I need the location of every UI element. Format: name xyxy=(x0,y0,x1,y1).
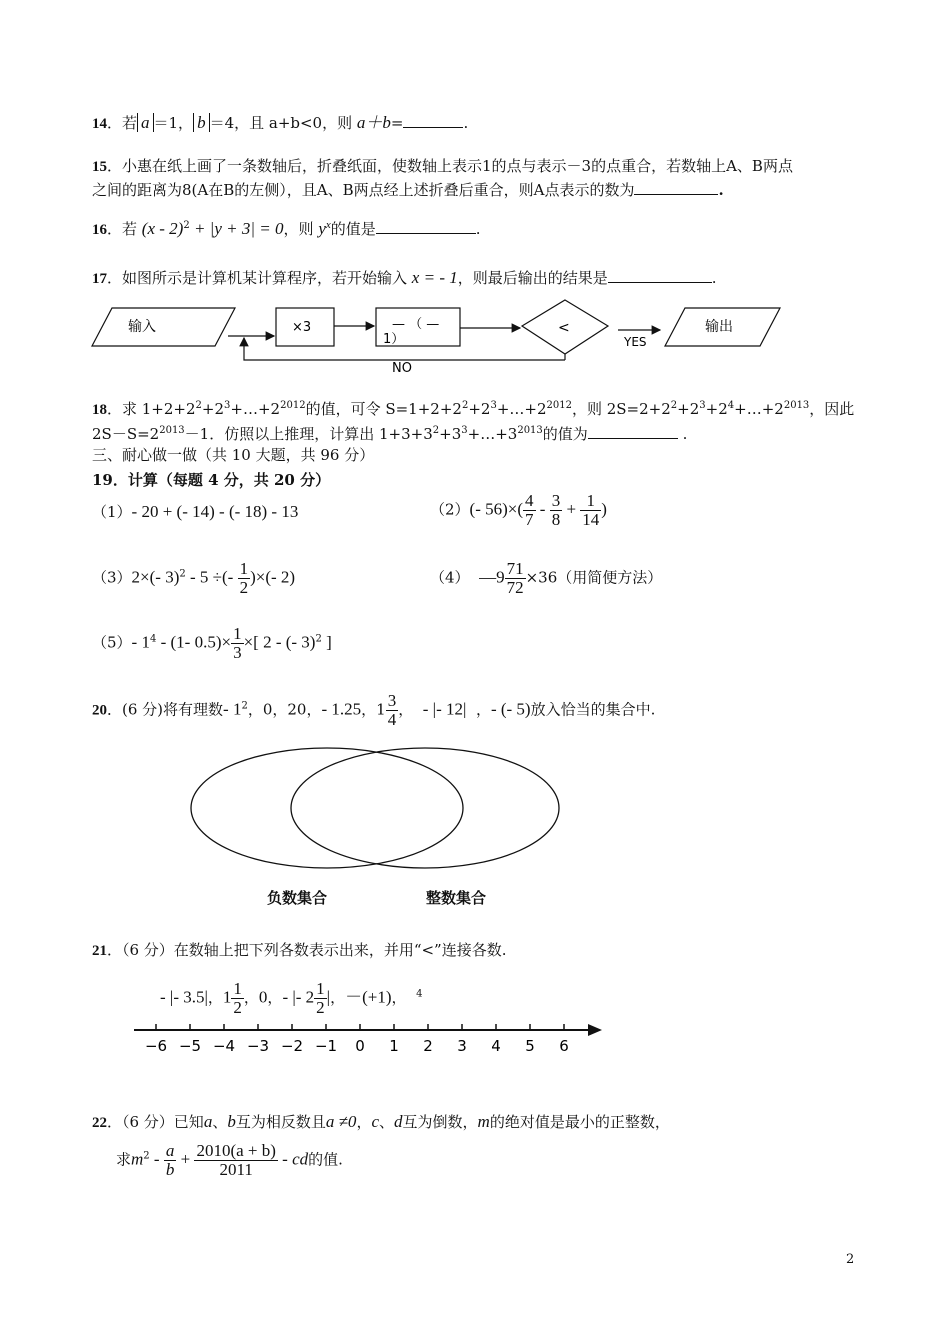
answer-blank[interactable] xyxy=(376,219,476,234)
tick-label: −4 xyxy=(212,1037,236,1055)
flowchart xyxy=(90,298,790,376)
answer-blank[interactable] xyxy=(608,268,712,283)
tick-label: −5 xyxy=(178,1037,202,1055)
tick-label: 1 xyxy=(389,1037,399,1055)
answer-blank[interactable] xyxy=(588,424,678,439)
tick-label: −3 xyxy=(246,1037,270,1055)
q21-values: - |- 3.5|，1 $\frac{1}{2}$ ，0，- |- 2 $\frac{1}{2}$ |，－(+1)， $^4$ xyxy=(160,979,423,1017)
tick-label: 5 xyxy=(525,1037,535,1055)
question-20: 20．(6 分)将有理数- $1^2$，0，20，- 1.25，1 $\frac{3}{4}$ ， - |- 12| ，- (- 5)放入恰当的集合中. xyxy=(92,691,656,729)
question-22-line2: 求$m^2$ - $\frac{a}{b}$ + $\frac{2010(a + b)}{2011}$ - cd的值. xyxy=(116,1141,343,1179)
minus-label-bottom: 1） xyxy=(383,332,405,347)
tick-label: −2 xyxy=(280,1037,304,1055)
tick-label: 0 xyxy=(355,1037,365,1055)
compare-label: < xyxy=(558,320,570,336)
input-parallelogram xyxy=(92,308,235,346)
question-18: 18．求 $1+2+2^2+2^3+\dots+2^{2012}$的值，可令 $S=1+2+2^2+2^3+\dots+2^{2012}$，则 $2S=2+2^2+2^3+2^4+\dots+2^{2013}$，因此 xyxy=(92,400,855,418)
tick-label: 4 xyxy=(491,1037,501,1055)
q19-part2: （2）(- 56)×( $\frac{4}{7}$ - $\frac{3}{8}$ + $\frac{1}{14}$ ) xyxy=(430,491,607,529)
section-3-heading: 三、耐心做一做（共 10 大题，共 96 分） xyxy=(92,446,375,464)
answer-blank[interactable] xyxy=(403,113,463,128)
negative-set-ellipse xyxy=(191,748,463,868)
q19-part1: （1）- 20 + (- 14) - (- 18) - 13 xyxy=(92,502,299,521)
page-number: 2 xyxy=(846,1252,855,1267)
question-17: 17．如图所示是计算机某计算程序，若开始输入 x = - 1，则最后输出的结果是 . xyxy=(92,268,717,287)
venn-diagram xyxy=(185,742,565,872)
axis-arrow xyxy=(588,1024,602,1036)
q19-part3: （3）2×(- 3)$^2$ - 5 ÷(- $\frac{1}{2}$ )×(- 2) xyxy=(92,559,296,597)
tick-label: 3 xyxy=(457,1037,467,1055)
tick-label: 6 xyxy=(559,1037,569,1055)
no-loop-arrow xyxy=(244,338,565,360)
output-label: 输出 xyxy=(705,319,733,335)
tick-label: 2 xyxy=(423,1037,433,1055)
question-21: 21．（6 分）在数轴上把下列各数表示出来，并用“<”连接各数. xyxy=(92,941,507,959)
question-18-line2: $2S-S=2^{2013}-1$．仿照以上推理，计算出 $1+3+3^2+3^3+\dots+3^{2013}$的值为 . xyxy=(92,425,688,443)
input-label: 输入 xyxy=(128,319,156,335)
question-15: 15．小惠在纸上画了一条数轴后，折叠纸面，使数轴上表示1的点与表示－3的点重合，若数轴上A、B两点 xyxy=(92,157,793,175)
tick-label: −1 xyxy=(314,1037,338,1055)
q19-part5: （5）- $1^4 - (1-$ 0.5)× $\frac{1}{3}$ ×[ 2 - (- 3)$^2$ ] xyxy=(92,624,332,662)
negative-set-label: 负数集合 xyxy=(267,889,328,907)
minus-label-top: — （ — xyxy=(392,317,440,332)
question-16: 16．若 (x - 2)$^2$ + |y + 3| = 0，则 $y^x$的值是 . xyxy=(92,219,481,238)
tick-label: −6 xyxy=(144,1037,168,1055)
question-22: 22．（6 分）已知a、b互为相反数且a ≠0，c、d互为倒数，m的绝对值是最小的正整数， xyxy=(92,1112,670,1131)
integer-set-label: 整数集合 xyxy=(426,889,487,907)
question-15-line2: 之间的距离为8(A在B的左侧），且A、B两点经上述折叠后重合，则A点表示的数为 . xyxy=(92,181,724,199)
question-14: 14．若 a ＝1， b ＝4，且 a+b<0，则 a＋b= . xyxy=(92,113,469,132)
question-19-title: 19．计算（每题 4 分，共 20 分） xyxy=(92,471,331,489)
times3-label: ×3 xyxy=(292,320,312,335)
number-line xyxy=(130,1020,610,1060)
answer-blank[interactable] xyxy=(634,180,718,195)
no-label: NO xyxy=(392,361,412,376)
q19-part4: （4） —9 $\frac{71}{72}$ ×36（用简便方法） xyxy=(430,559,663,597)
yes-label: YES xyxy=(624,335,647,349)
